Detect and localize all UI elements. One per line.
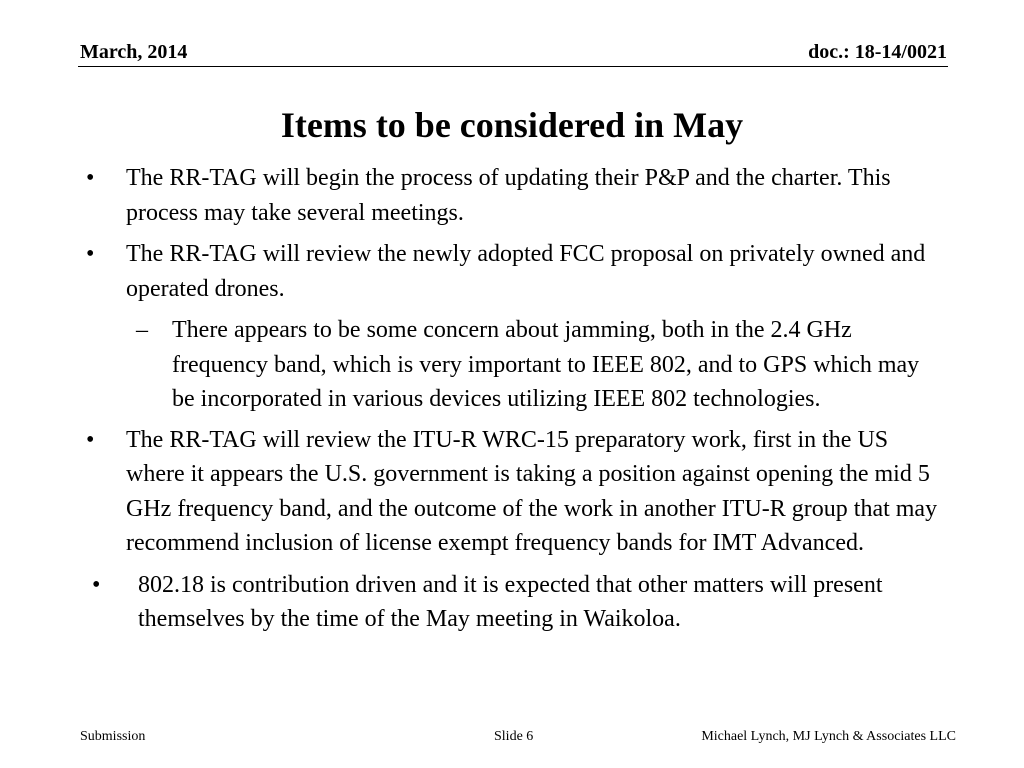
bullet-marker: • xyxy=(86,165,95,191)
header-date: March, 2014 xyxy=(80,41,188,63)
bullet-marker: • xyxy=(86,241,95,267)
sub-bullet-marker: – xyxy=(136,317,148,343)
slide-title: Items to be considered in May xyxy=(280,105,744,145)
sub-bullet-item xyxy=(84,313,944,417)
header-doc-id: doc.: 18-14/0021 xyxy=(808,41,947,63)
footer-author: Michael Lynch, MJ Lynch & Associates LLC xyxy=(701,729,956,744)
header-divider xyxy=(78,66,948,67)
footer-slide-number: Slide 6 xyxy=(494,729,534,744)
bullet-text: The RR-TAG will begin the process of updating their P&P and the charter. This process may take several meetings. xyxy=(126,165,891,226)
bullet-item xyxy=(84,237,944,306)
bullet-marker: • xyxy=(92,571,101,598)
bullet-text: The RR-TAG will review the newly adopted FCC proposal on privately owned and operated drones. xyxy=(126,241,926,302)
bullet-text: 802.18 is contribution driven and it is expected that other matters will present themselves by the time of the May meeting in Waikoloa. xyxy=(138,571,883,632)
bullet-marker: • xyxy=(86,426,95,453)
bullet-item xyxy=(90,568,944,637)
bullet-text: The RR-TAG will review the ITU-R WRC-15 preparatory work, first in the US where it appears the U.S. government is taking a position against opening the mid 5 GHz frequency band, and the outcome of the work in another ITU-R group that may recommend inclusion of license exempt frequency bands for IMT Advanced. xyxy=(126,426,938,556)
sub-bullet-text: There appears to be some concern about jamming, both in the 2.4 GHz frequency band, which is very important to IEEE 802, and to GPS which may be incorporated in various devices utilizing IEEE 802 technologies. xyxy=(172,317,920,412)
footer-submission: Submission xyxy=(80,729,146,744)
bullet-item xyxy=(84,423,944,561)
bullet-list xyxy=(84,161,944,644)
bullet-item xyxy=(84,161,944,230)
